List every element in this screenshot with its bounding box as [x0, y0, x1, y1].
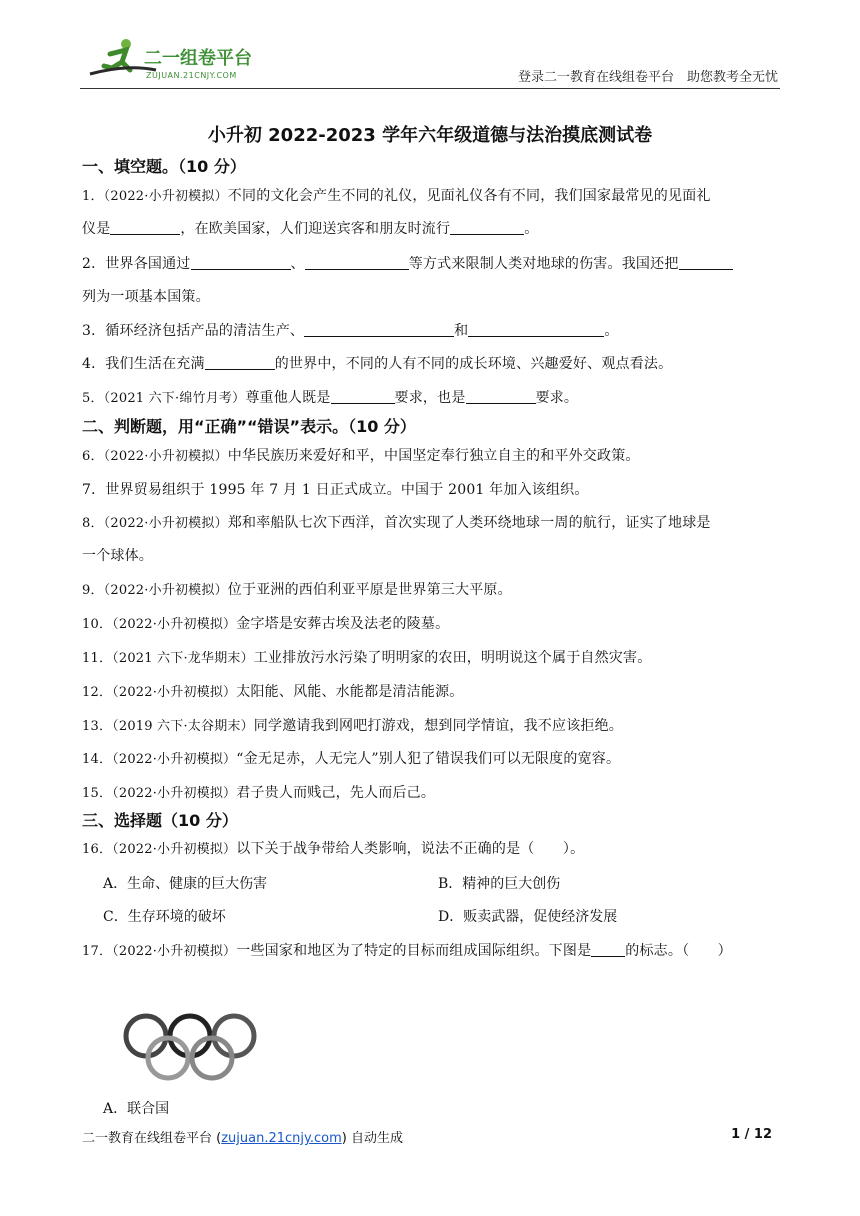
q16-option-c[interactable]: C．生存环境的破坏 [103, 909, 226, 925]
question-13: 13．（2019 六下·太谷期末）同学邀请我到网吧打游戏，想到同学情谊，我不应该拒绝。 [82, 718, 623, 734]
question-11: 11．（2021 六下·龙华期末）工业排放污水污染了明明家的农田，明明说这个属于自然灾害。 [82, 650, 652, 666]
q16-option-b[interactable]: B．精神的巨大创伤 [438, 876, 561, 892]
question-7: 7．世界贸易组织于 1995 年 7 月 1 日正式成立。中国于 2001 年加入该组织。 [82, 482, 589, 498]
question-17: 17．（2022·小升初模拟）一些国家和地区为了特定的目标而组成国际组织。下图是 的标志。（ ） [82, 943, 732, 959]
olympic-rings-icon [120, 1012, 260, 1084]
footer-link[interactable]: zujuan.21cnjy.com [221, 1131, 342, 1146]
header-slogan: 登录二一教育在线组卷平台 助您教考全无忧 [517, 70, 778, 85]
page-title: 小升初 2022-2023 学年六年级道德与法治摸底测试卷 [207, 125, 653, 146]
svg-text:ZUJUAN.21CNJY.COM: ZUJUAN.21CNJY.COM [146, 71, 237, 80]
question-1: 1．（2022·小升初模拟）不同的文化会产生不同的礼仪，见面礼仪各有不同，我们国家最常见的见面礼 [82, 188, 711, 204]
question-2-cont: 列为一项基本国策。 [82, 289, 210, 305]
section-fill-blank: 一、填空题。（10 分） [82, 157, 246, 176]
q16-option-a[interactable]: A．生命、健康的巨大伤害 [103, 876, 268, 892]
svg-text:二一组卷平台: 二一组卷平台 [144, 48, 252, 69]
page-number: 1 / 12 [731, 1127, 772, 1142]
footer-source: 二一教育在线组卷平台 (zujuan.21cnjy.com) 自动生成 [82, 1131, 403, 1146]
question-14: 14．（2022·小升初模拟）“金无足赤，人无完人”别人犯了错误我们可以无限度的宽容。 [82, 751, 621, 767]
question-5: 5．（2021 六下·绵竹月考）尊重他人既是 要求，也是 要求。 [82, 390, 579, 406]
q17-option-a[interactable]: A．联合国 [103, 1101, 170, 1117]
question-15: 15．（2022·小升初模拟）君子贵人而贱己，先人而后己。 [82, 785, 436, 801]
question-10: 10．（2022·小升初模拟）金字塔是安葬古埃及法老的陵墓。 [82, 616, 450, 632]
question-1-cont: 仪是 ，在欧美国家，人们迎送宾客和朋友时流行 。 [82, 221, 539, 237]
question-9: 9．（2022·小升初模拟）位于亚洲的西伯利亚平原是世界第三大平原。 [82, 582, 512, 598]
question-16: 16．（2022·小升初模拟）以下关于战争带给人类影响，说法不正确的是（ ）。 [82, 841, 585, 857]
question-8: 8．（2022·小升初模拟）郑和率船队七次下西洋，首次实现了人类环绕地球一周的航行，证实了地球是 [82, 515, 711, 531]
question-12: 12．（2022·小升初模拟）太阳能、风能、水能都是清洁能源。 [82, 684, 464, 700]
question-6: 6．（2022·小升初模拟）中华民族历来爱好和平，中国坚定奉行独立自主的和平外交政策。 [82, 448, 640, 464]
question-4: 4．我们生活在充满 的世界中，不同的人有不同的成长环境、兴趣爱好、观点看法。 [82, 356, 673, 372]
question-3: 3．循环经济包括产品的清洁生产、 和 。 [82, 323, 619, 339]
question-2: 2．世界各国通过 、 等方式来限制人类对地球的伤害。我国还把 [82, 253, 733, 273]
question-8-cont: 一个球体。 [82, 548, 153, 564]
section-true-false: 二、判断题，用“正确”“错误”表示。（10 分） [82, 417, 416, 436]
header-divider [80, 88, 780, 89]
runner-logo-icon [86, 36, 286, 82]
section-multiple-choice: 三、选择题（10 分） [82, 811, 238, 830]
platform-logo [86, 36, 286, 82]
olympic-rings-image [120, 1012, 260, 1084]
q16-option-d[interactable]: D．贩卖武器，促使经济发展 [438, 909, 618, 925]
